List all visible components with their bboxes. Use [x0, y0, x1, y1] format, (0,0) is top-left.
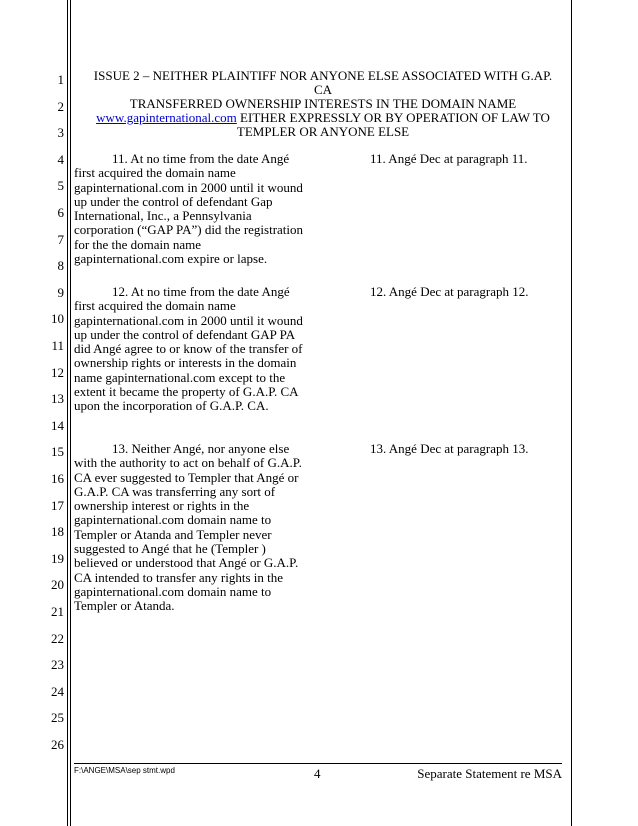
line-number: 21 [51, 604, 64, 619]
footer-rule [74, 763, 562, 764]
line-number: 11 [51, 338, 64, 353]
line-number: 20 [51, 577, 64, 593]
line-number: 18 [51, 524, 64, 540]
margin-rule-1 [67, 0, 68, 826]
line-number: 14 [51, 417, 64, 433]
footer-document-title: Separate Statement re MSA [417, 766, 562, 781]
line-number: 1 [57, 72, 64, 87]
evidence-11: 11. Angé Dec at paragraph 11. [370, 151, 528, 166]
heading-line-4: TEMPLER OR ANYONE ELSE [236, 124, 410, 139]
line-number: 24 [51, 683, 64, 699]
line-number: 22 [51, 630, 64, 646]
line-number: 7 [57, 231, 64, 247]
issue-heading [84, 69, 562, 139]
line-number: 25 [51, 710, 64, 726]
fact-paragraph-11: 11. At no time from the date Angé first acquired the domain name gapinternational.com in 2000 until it wound up under the control of defendant Gap International, Inc., a Pennsylvania corporation (“GAP PA”) did the registration for the the domain name gapinternational.com expire or lapse. [74, 151, 304, 267]
line-number: 10 [51, 311, 64, 327]
line-number: 23 [51, 657, 64, 673]
heading-line-3 [84, 111, 562, 125]
line-number: 3 [57, 125, 64, 141]
line-number: 19 [51, 550, 64, 566]
evidence-13: 13. Angé Dec at paragraph 13. [370, 441, 529, 456]
line-number: 6 [57, 205, 64, 220]
fact-paragraph-12: 12. At no time from the date Angé first acquired the domain name gapinternational.com in 2000 until it wound up under the control of defendant GAP PA did Angé agree to or know of the transfer of ownership rights or interests in the domain name gapinternational.com except to the extent it became the property of G.A.P. CA upon the incorporation of G.A.P. CA. [74, 284, 303, 414]
line-number: 8 [57, 258, 64, 274]
footer-file-path: F:\ANGE\MSA\sep stmt.wpd [74, 766, 175, 775]
line-number: 5 [57, 178, 64, 194]
margin-rule-right [571, 0, 572, 826]
margin-rule-2 [70, 0, 71, 826]
line-number: 15 [51, 444, 64, 460]
heading-line-2: TRANSFERRED OWNERSHIP INTERESTS IN THE DOMAIN NAME [129, 96, 517, 111]
line-number: 9 [57, 284, 64, 300]
line-number: 26 [51, 737, 64, 752]
heading-line-3-rest: EITHER EXPRESSLY OR BY OPERATION OF LAW TO [236, 110, 550, 125]
heading-line-1: ISSUE 2 – NEITHER PLAINTIFF NOR ANYONE ELSE ASSOCIATED WITH G.AP. CA [93, 68, 553, 97]
line-number: 2 [57, 98, 64, 114]
line-number: 16 [51, 471, 64, 486]
line-number: 13 [51, 391, 64, 407]
footer-page-number: 4 [314, 766, 321, 781]
domain-link[interactable]: www.gapinternational.com [96, 110, 237, 125]
line-number: 4 [57, 151, 64, 167]
evidence-12: 12. Angé Dec at paragraph 12. [370, 284, 529, 299]
fact-paragraph-13: 13. Neither Angé, nor anyone else with the authority to act on behalf of G.A.P. CA ever suggested to Templer that Angé or G.A.P. CA was transferring any sort of ownership interest or rights in the gapinternational.com domain name to Templer or Atanda and Templer never suggested to Angé that he (Templer ) believed or understood that Angé or G.A.P. CA intended to transfer any rights in the gapinternational.com domain name to Templer or Atanda. [74, 441, 302, 614]
line-number: 17 [51, 497, 64, 513]
line-number: 12 [51, 364, 64, 380]
